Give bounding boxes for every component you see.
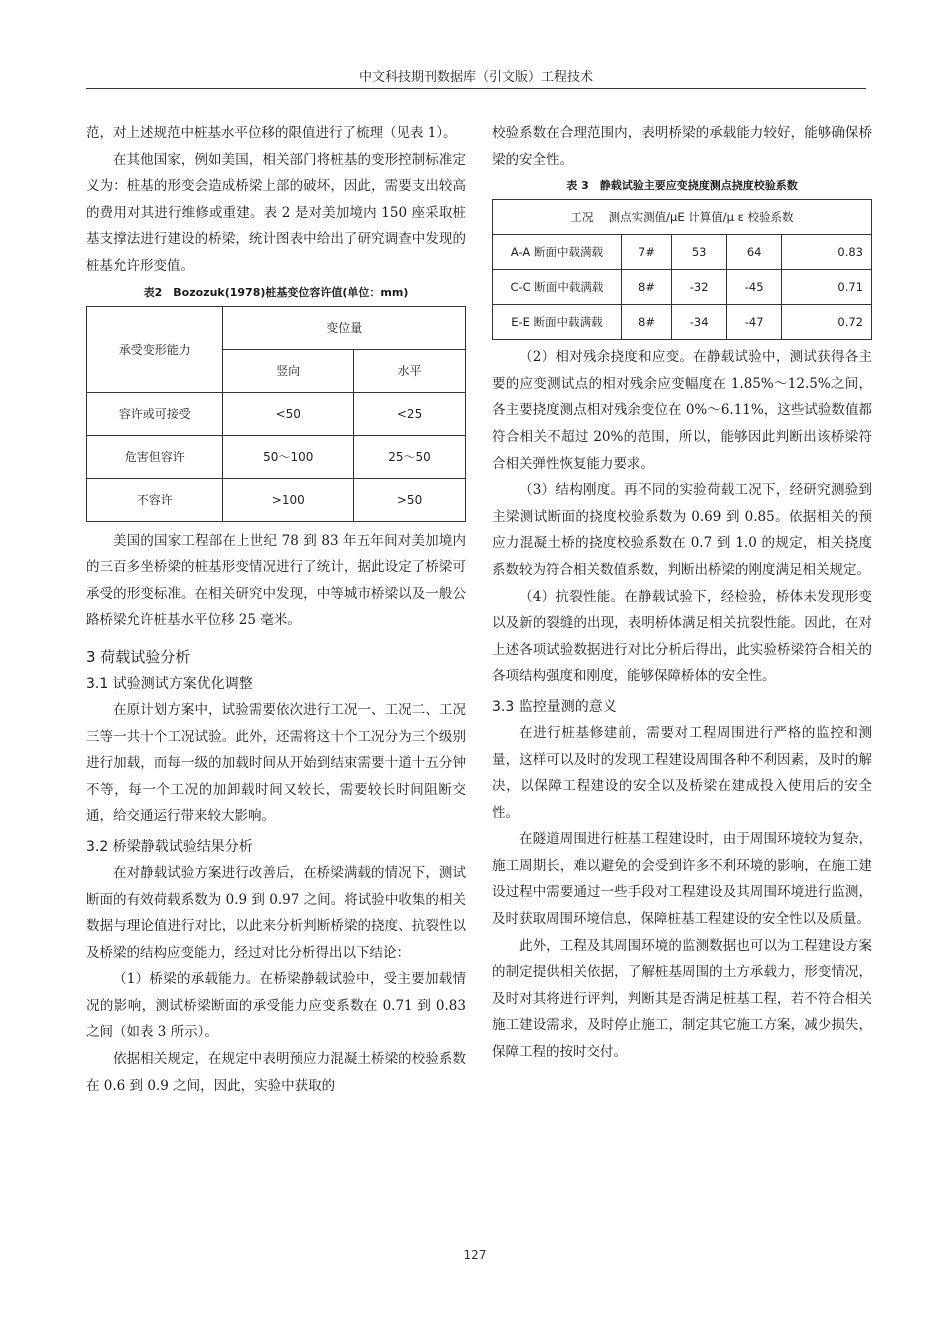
paragraph: 在隧道周围进行桩基工程建设时，由于周围环境较为复杂，施工周期长，难以避免的会受到许多不利环境的影响，在施工建设过程中需要通过一些手段对工程建设及其周围环境进行监测，及时获取周围环境信息，保障桩基工程建设的安全性以及质量。	[492, 831, 872, 928]
table-3	[492, 199, 872, 340]
paragraph: 在进行桩基修建前，需要对工程周围进行严格的监控和测量，这样可以及时的发现工程建设周围各种不利因素，及时的解决，以保障工程建设的安全以及桥梁在建成投入使用后的安全性。	[492, 724, 872, 821]
table-row	[87, 478, 466, 521]
table-cell: 不容许	[87, 478, 223, 521]
table-row	[493, 305, 872, 340]
table-cell: 8#	[621, 305, 671, 340]
running-header: 中文科技期刊数据库（引文版）工程技术	[358, 70, 593, 85]
table-header-cell: 承受变形能力	[87, 306, 223, 392]
table-cell: 7#	[621, 235, 671, 270]
table-cell: A-A 断面中载满载	[493, 235, 622, 270]
paragraph: 范，对上述规范中桩基水平位移的限值进行了梳理（见表 1）。	[86, 125, 457, 141]
table-row	[493, 235, 872, 270]
paragraph: 校验系数在合理范围内，表明桥梁的承载能力较好，能够确保桥梁的安全性。	[492, 125, 872, 168]
paragraph: （1）桥梁的承载能力。在桥梁静载试验中，受主要加载情况的影响，测试桥梁断面的承受能力应变系数在 0.71 到 0.83 之间（如表 3 所示）。	[86, 971, 466, 1041]
table-cell: 容许或可接受	[87, 392, 223, 435]
table-cell: <25	[354, 392, 466, 435]
subsection-heading: 3.2 桥梁静载试验结果分析	[86, 838, 253, 855]
page-number: 127	[463, 1248, 487, 1262]
right-column	[492, 120, 872, 1066]
table-header-cell: 变位量	[223, 306, 466, 349]
table-cell: -47	[727, 305, 782, 340]
table-cell: 53	[672, 235, 727, 270]
table-header-cell: 水平	[354, 349, 466, 392]
table-cell: -32	[672, 270, 727, 305]
table-cell: 0.83	[782, 235, 872, 270]
table-3-caption: 表 3 静载试验主要应变挠度测点挠度校验系数	[566, 179, 798, 193]
left-column	[86, 120, 466, 1099]
table-cell: 50～100	[223, 435, 354, 478]
table-row	[87, 435, 466, 478]
table-cell: -45	[727, 270, 782, 305]
table-cell: 64	[727, 235, 782, 270]
table-row	[87, 392, 466, 435]
subsection-heading: 3.1 试验测试方案优化调整	[86, 675, 253, 692]
table-header-cell: 工况 测点实测值/μE 计算值/μ ε 校验系数	[493, 200, 872, 235]
paragraph: （2）相对残余挠度和应变。在静载试验中，测试获得各主要的应变测试点的相对残余应变幅度在 1.85%～12.5%之间，各主要挠度测点相对残余变位在 0%～6.11%，这些试验数值都符合相关不超过 20%的范围，所以，能够因此判断出该桥梁符合相关弹性恢复能力要求。	[492, 349, 872, 472]
paragraph: 在原计划方案中，试验需要依次进行工况一、工况二、工况三等一共十个工况试验。此外，还需将这十个工况分为三个级别进行加载，而每一级的加载时间从开始到结束需要十道十五分钟不等，每一个工况的加卸载时间又较长，需要较长时间阻断交通，给交通运行带来较大影响。	[86, 701, 466, 825]
paragraph: 在对静载试验方案进行改善后，在桥梁满载的情况下，测试断面的有效荷载系数为 0.9 到 0.97 之间。将试验中收集的相关数据与理论值进行对比，以此来分析判断桥梁的挠度、抗裂性以及桥梁的结构应变能力，经过对比分析得出以下结论：	[86, 864, 466, 961]
table-cell: 0.71	[782, 270, 872, 305]
table-cell: 0.72	[782, 305, 872, 340]
paragraph: （4）抗裂性能。在静载试验下，经检验，桥体未发现形变以及新的裂缝的出现，表明桥体满足相关抗裂性能。因此，在对上述各项试验数据进行对比分析后得出，此实验桥梁符合相关的各项结构强度和刚度，能够保障桥体的安全性。	[492, 588, 872, 685]
table-cell: C-C 断面中载满载	[493, 270, 622, 305]
table-row	[493, 270, 872, 305]
paragraph: （3）结构刚度。再不同的实验荷载工况下，经研究测验到主梁测试断面的挠度校验系数为 0.69 到 0.85。依据相关的预应力混凝土桥的挠度校验系数在 0.7 到 1.0 的规定，相关挠度系数较为符合相关数值系数，判断出桥梁的刚度满足相关规定。	[492, 482, 872, 578]
table-cell: E-E 断面中载满载	[493, 305, 622, 340]
table-2	[86, 306, 466, 522]
table-cell: -34	[672, 305, 727, 340]
table-cell: 25～50	[354, 435, 466, 478]
paragraph: 在其他国家，例如美国，相关部门将桩基的变形控制标准定义为：桩基的形变会造成桥梁上部的破坏，因此，需要支出较高的费用对其进行维修或重建。表 2 是对美加境内 150 座采取桩基支撑法进行建设的桥梁，统计图表中给出了研究调查中发现的桩基允许形变值。	[86, 151, 466, 274]
table-2-caption: 表2 Bozozuk(1978)桩基变位容许值(单位：mm)	[143, 285, 409, 299]
table-cell: >100	[223, 478, 354, 521]
table-cell: <50	[223, 392, 354, 435]
table-cell: 危害但容许	[87, 435, 223, 478]
subsection-heading: 3.3 监控量测的意义	[492, 698, 617, 715]
paragraph: 美国的国家工程部在上世纪 78 到 83 年五年间对美加境内的三百多坐桥梁的桩基形变情况进行了统计，据此设定了桥梁可承受的形变标准。在相关研究中发现，中等城市桥梁以及一般公路桥梁允许桩基水平位移 25 毫米。	[86, 532, 466, 629]
table-cell: >50	[354, 478, 466, 521]
section-heading: 3 荷载试验分析	[86, 647, 191, 666]
header-rule	[86, 88, 866, 89]
table-cell: 8#	[621, 270, 671, 305]
paragraph: 依据相关规定，在规定中表明预应力混凝土桥梁的校验系数在 0.6 到 0.9 之间，因此，实验中获取的	[86, 1051, 466, 1094]
table-header-cell: 竖向	[223, 349, 354, 392]
paragraph: 此外，工程及其周围环境的监测数据也可以为工程建设方案的制定提供相关依据，了解桩基周围的土方承载力，形变情况，及时对其将进行评判，判断其是否满足桩基工程，若不符合相关施工建设需求，及时停止施工，制定其它施工方案，减少损失，保障工程的按时交付。	[492, 937, 872, 1061]
